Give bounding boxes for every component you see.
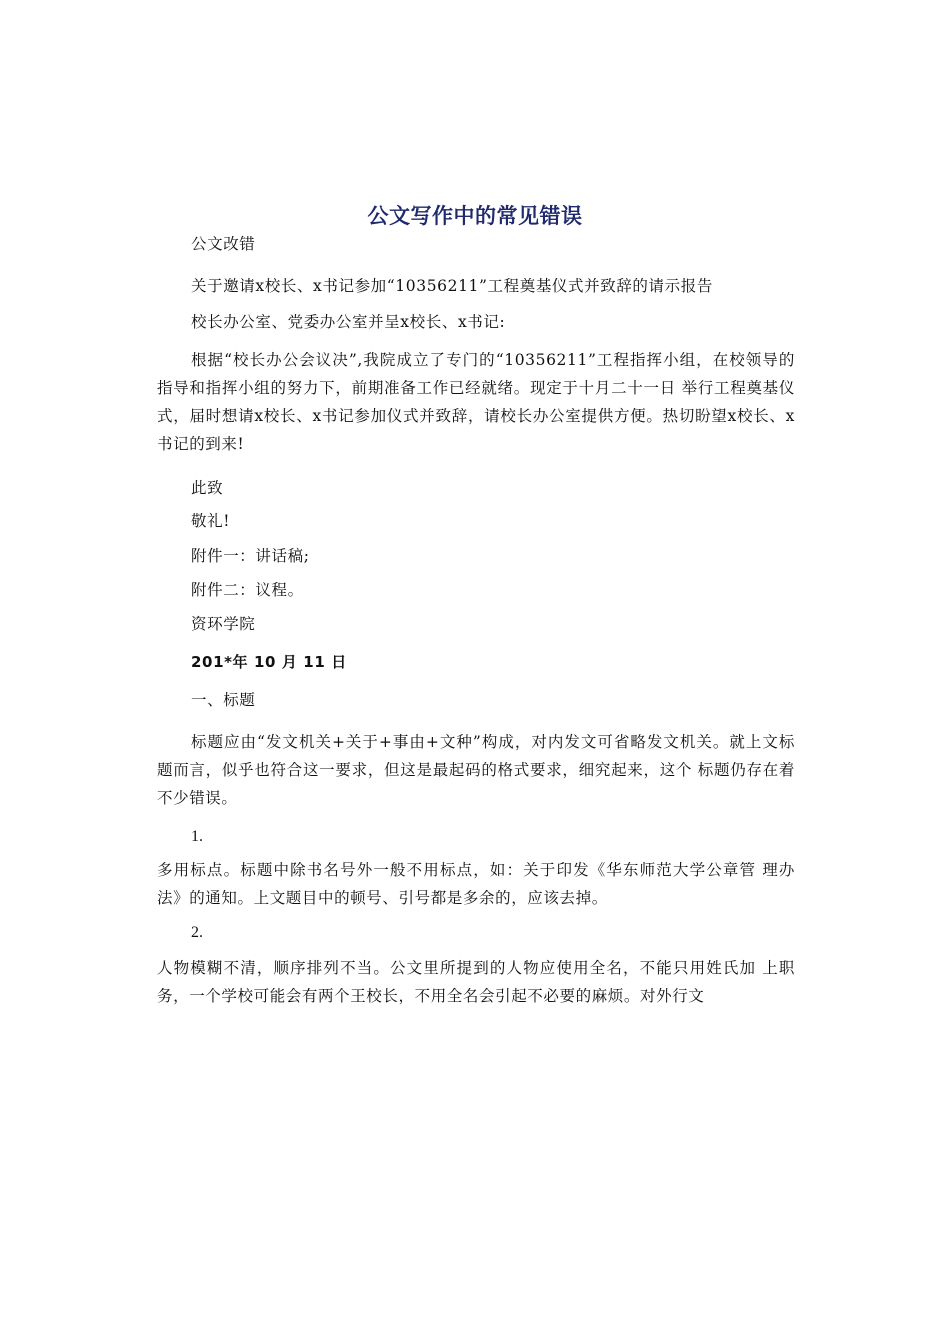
- addressee: 校长办公室、党委办公室并呈x校长、x书记:: [191, 313, 506, 331]
- item-1-number: 1.: [191, 828, 203, 845]
- subtitle: 公文改错: [191, 235, 256, 253]
- body-paragraph: 根据“校长办公会议决”,我院成立了专门的“10356211”工程指挥小组，在校领导的指导和指挥小组的努力下，前期准备工作已经就绪。现定于十月二十一日 举行工程奠基仪式，届时想请x校长、x书记参加仪式并致辞，请校长办公室提供方便。热切盼望x校长、x书记的到来!: [157, 351, 795, 453]
- section-heading: 一、标题: [191, 691, 256, 709]
- closing-regards: 敬礼!: [191, 512, 231, 530]
- sender: 资环学院: [191, 615, 256, 633]
- item-1-text: 多用标点。标题中除书名号外一般不用标点，如：关于印发《华东师范大学公章管 理办法》的通知。上文题目中的顿号、引号都是多余的，应该去掉。: [157, 861, 795, 907]
- closing-salutation: 此致: [191, 479, 224, 497]
- item-2-text: 人物模糊不清，顺序排列不当。公文里所提到的人物应使用全名，不能只用姓氏加 上职务，一个学校可能会有两个王校长，不用全名会引起不必要的麻烦。对外行文: [157, 959, 795, 1005]
- item-2-number: 2.: [191, 924, 203, 941]
- document-title: 公文写作中的常见错误: [367, 204, 583, 228]
- attachment-1: 附件一：讲话稿;: [191, 547, 310, 565]
- report-title: 关于邀请x校长、x书记参加“10356211”工程奠基仪式并致辞的请示报告: [191, 277, 713, 295]
- section-paragraph: 标题应由“发文机关+关于+事由+文种”构成，对内发文可省略发文机关。就上文标题而言，似乎也符合这一要求，但这是最起码的格式要求，细究起来，这个 标题仍存在着不少错误。: [157, 733, 795, 807]
- attachment-2: 附件二：议程。: [191, 581, 304, 599]
- date: 201*年 10 月 11 日: [191, 653, 347, 671]
